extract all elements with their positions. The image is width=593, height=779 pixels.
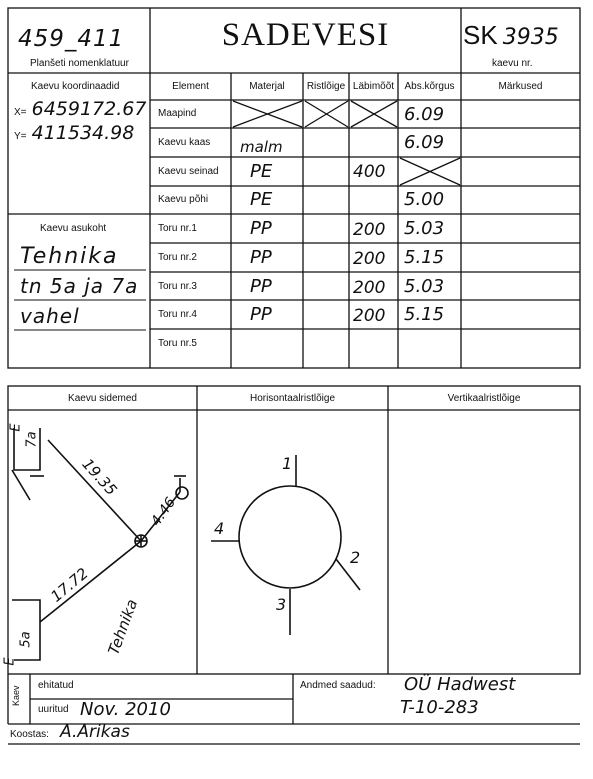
row-element: Kaevu kaas <box>158 137 211 148</box>
section-connections-title: Kaevu sidemed <box>68 392 137 404</box>
sheet-number: 459_411 <box>18 26 125 52</box>
pipe-label-4: 4 <box>214 519 225 538</box>
sheet-label: Planšeti nomenklatuur <box>30 58 129 69</box>
row-materjal: malm <box>240 138 283 156</box>
coordinate-x <box>14 98 146 120</box>
row-materjal: PP <box>250 247 272 268</box>
row-element: Toru nr.2 <box>158 252 197 263</box>
data-from-label: Andmed saadud: <box>300 680 376 691</box>
row-materjal: PP <box>250 218 272 239</box>
coordinate-y <box>14 122 134 144</box>
compiled-value: A.Arikas <box>60 722 130 742</box>
col-header-element: Element <box>172 81 209 92</box>
well-prefix: SK <box>463 20 498 50</box>
row-abs: 6.09 <box>404 132 445 153</box>
section-horizontal-title: Horisontaalristlõige <box>249 392 336 404</box>
built-label: ehitatud <box>38 680 74 691</box>
surveyed-value: Nov. 2010 <box>80 699 171 720</box>
sketch-label-e1: E <box>8 423 24 432</box>
section-vertical-title: Vertikaalristlõige <box>447 392 521 404</box>
sketch-distance-2: 4.46 <box>148 494 180 530</box>
compiled-label: Koostas: <box>10 729 49 740</box>
location-line-1: Tehnika <box>20 244 119 269</box>
x-value: 6459172.67 <box>31 98 147 120</box>
surveyed-label: uuritud <box>38 704 69 715</box>
col-header-labimoot: Läbimõõt <box>352 81 395 92</box>
coordinates-label: Kaevu koordinaadid <box>31 81 120 92</box>
y-value: 411534.98 <box>31 122 135 144</box>
footer-side-label: Kaev <box>11 685 21 706</box>
sketch-label-5a: 5a <box>18 631 34 648</box>
well-number-field <box>463 20 579 51</box>
row-abs: 5.03 <box>404 276 445 297</box>
sketch-label-e2: E <box>2 657 18 666</box>
data-from-line-2: T-10-283 <box>400 697 479 718</box>
page-title: SADEVESI <box>221 17 390 53</box>
row-materjal: PP <box>250 276 272 297</box>
row-element: Kaevu seinad <box>158 166 219 177</box>
row-materjal: PE <box>250 189 273 210</box>
sketch-street-name: Tehnika <box>104 596 142 658</box>
pipe-label-3: 3 <box>276 595 287 614</box>
row-labimoot: 400 <box>353 162 386 182</box>
row-abs: 6.09 <box>404 104 445 125</box>
data-from-line-1: OÜ Hadwest <box>404 674 516 695</box>
location-line-3: vahel <box>20 304 80 328</box>
row-labimoot: 200 <box>353 306 386 326</box>
row-element: Toru nr.1 <box>158 223 197 234</box>
col-header-markused: Märkused <box>498 81 543 92</box>
location-line-2: tn 5a ja 7a <box>20 274 139 298</box>
row-element: Maapind <box>158 108 197 119</box>
pipe-label-1: 1 <box>282 454 293 473</box>
sketch-distance-1: 19.35 <box>78 455 121 499</box>
row-materjal: PE <box>250 161 273 182</box>
row-element: Toru nr.5 <box>158 338 197 349</box>
connections-sketch <box>12 428 188 660</box>
well-number: 3935 <box>502 25 559 50</box>
col-header-materjal: Materjal <box>249 81 285 92</box>
row-element: Toru nr.4 <box>158 309 197 320</box>
x-prefix: X= <box>14 107 27 118</box>
row-labimoot: 200 <box>353 220 386 240</box>
well-label: kaevu nr. <box>492 58 533 69</box>
row-materjal: PP <box>250 304 272 325</box>
sketch-label-7a: 7a <box>24 431 40 448</box>
row-abs: 5.15 <box>404 304 445 325</box>
sketch-distance-3: 17.72 <box>47 564 92 606</box>
row-abs: 5.03 <box>404 218 445 239</box>
row-labimoot: 200 <box>353 278 386 298</box>
y-prefix: Y= <box>14 131 27 142</box>
row-element: Kaevu põhi <box>158 194 209 205</box>
row-labimoot: 200 <box>353 249 386 269</box>
row-abs: 5.00 <box>404 189 445 210</box>
pipe-label-2: 2 <box>350 548 361 567</box>
col-header-abs: Abs.kõrgus <box>404 81 455 92</box>
location-label: Kaevu asukoht <box>40 223 107 234</box>
row-element: Toru nr.3 <box>158 281 197 292</box>
col-header-ristloige: Ristlõige <box>306 81 346 92</box>
row-abs: 5.15 <box>404 247 445 268</box>
